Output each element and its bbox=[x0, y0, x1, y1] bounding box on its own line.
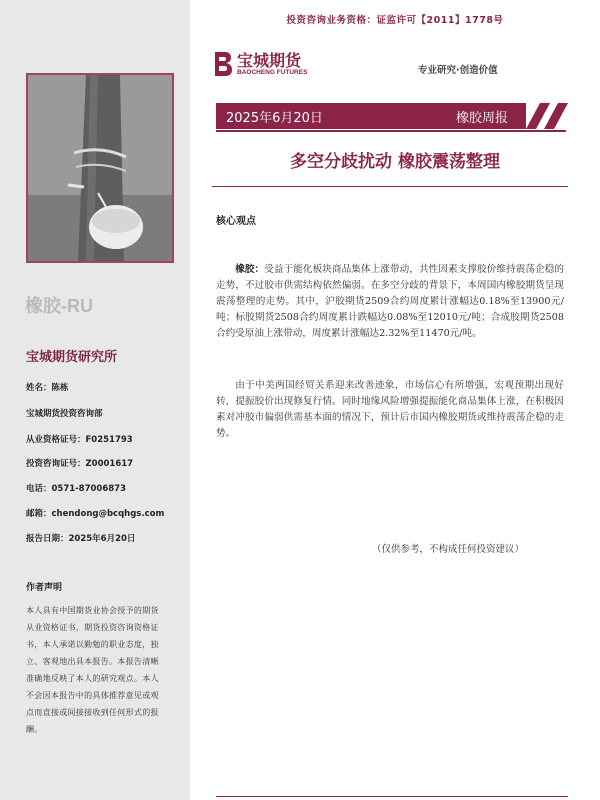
report-type: 橡胶周报 bbox=[455, 111, 508, 126]
consult-number: 投资咨询证号：Z0001617 bbox=[26, 459, 134, 469]
email: 邮箱：chendong@bcqhgs.com bbox=[26, 509, 165, 519]
title-divider bbox=[212, 186, 568, 187]
slogan: 专业研究·创造价值 bbox=[418, 65, 498, 76]
qualification-header: 投资咨询业务资格：证监许可【2011】1778号 bbox=[286, 15, 504, 26]
paragraph-1-lead: 橡胶： bbox=[235, 264, 265, 275]
institute-name: 宝城期货研究所 bbox=[26, 350, 118, 365]
paragraph-1 bbox=[216, 262, 564, 342]
report-date: 报告日期：2025年6月20日 bbox=[26, 534, 136, 544]
paragraph-2: 由于中美两国经贸关系迎来改善迹象，市场信心有所增强，宏观预期出现好转，提振胶价出现修复行情。同时地缘风险增强提振能化商品集体上涨，在积极因素对冲胶市偏弱供需基本面的情况下，预计后市国内橡胶期货或维持震荡企稳的走势。 bbox=[216, 380, 564, 439]
banner-underline bbox=[216, 130, 566, 132]
department: 宝城期货投资咨询部 bbox=[26, 409, 103, 419]
core-view-heading: 核心观点 bbox=[216, 216, 256, 227]
category-label: 橡胶-RU bbox=[25, 296, 93, 316]
declaration-text: 本人具有中国期货业协会授予的期货从业资格证书，期货投资咨询资格证书，本人承诺以勤勉的职业态度，独立、客观地出具本报告。本报告清晰准确地反映了本人的研究观点。本人不会因本报告中的具体推荐意见或观点而直接或间接接收到任何形式的报酬。 bbox=[26, 606, 159, 734]
logo-mark-icon bbox=[213, 50, 233, 78]
bottom-divider bbox=[216, 796, 568, 797]
paragraph-1-body: 受益于能化板块商品集体上涨带动，共性因素支撑胶价维持震荡企稳的走势，不过胶市供需结构依然偏弱。在多空分歧的背景下，本周国内橡胶期货呈现震荡整理的走势。其中，沪胶期货2509合约周度累计涨幅达0.18%至13900元/吨；标胶期货2508合约周度累计跌幅达0.08%至12010元/吨；合成胶期货2508合约受原油上涨带动，周度累计涨幅达2.32%至11470元/吨。 bbox=[216, 264, 565, 339]
date-banner bbox=[216, 103, 526, 129]
logo-text-en: BAOCHENG FUTURES bbox=[237, 69, 308, 76]
report-title: 多空分歧扰动 橡胶震荡整理 bbox=[290, 152, 500, 172]
declaration-title: 作者声明 bbox=[26, 583, 63, 593]
banner-stripes-decoration bbox=[522, 103, 572, 129]
rubber-tree-image bbox=[28, 75, 172, 261]
qualification-number: 从业资格证号：F0251793 bbox=[26, 435, 133, 445]
disclaimer-note: （仅供参考，不构成任何投资建议） bbox=[372, 544, 525, 555]
phone: 电话：0571-87006873 bbox=[26, 484, 126, 494]
sidebar bbox=[0, 0, 190, 800]
analyst-name: 姓名：陈栋 bbox=[26, 383, 69, 393]
cover-photo-rubber-tree bbox=[26, 73, 174, 263]
logo-text-cn: 宝城期货 bbox=[237, 51, 302, 70]
banner-date: 2025年6月20日 bbox=[226, 111, 323, 126]
